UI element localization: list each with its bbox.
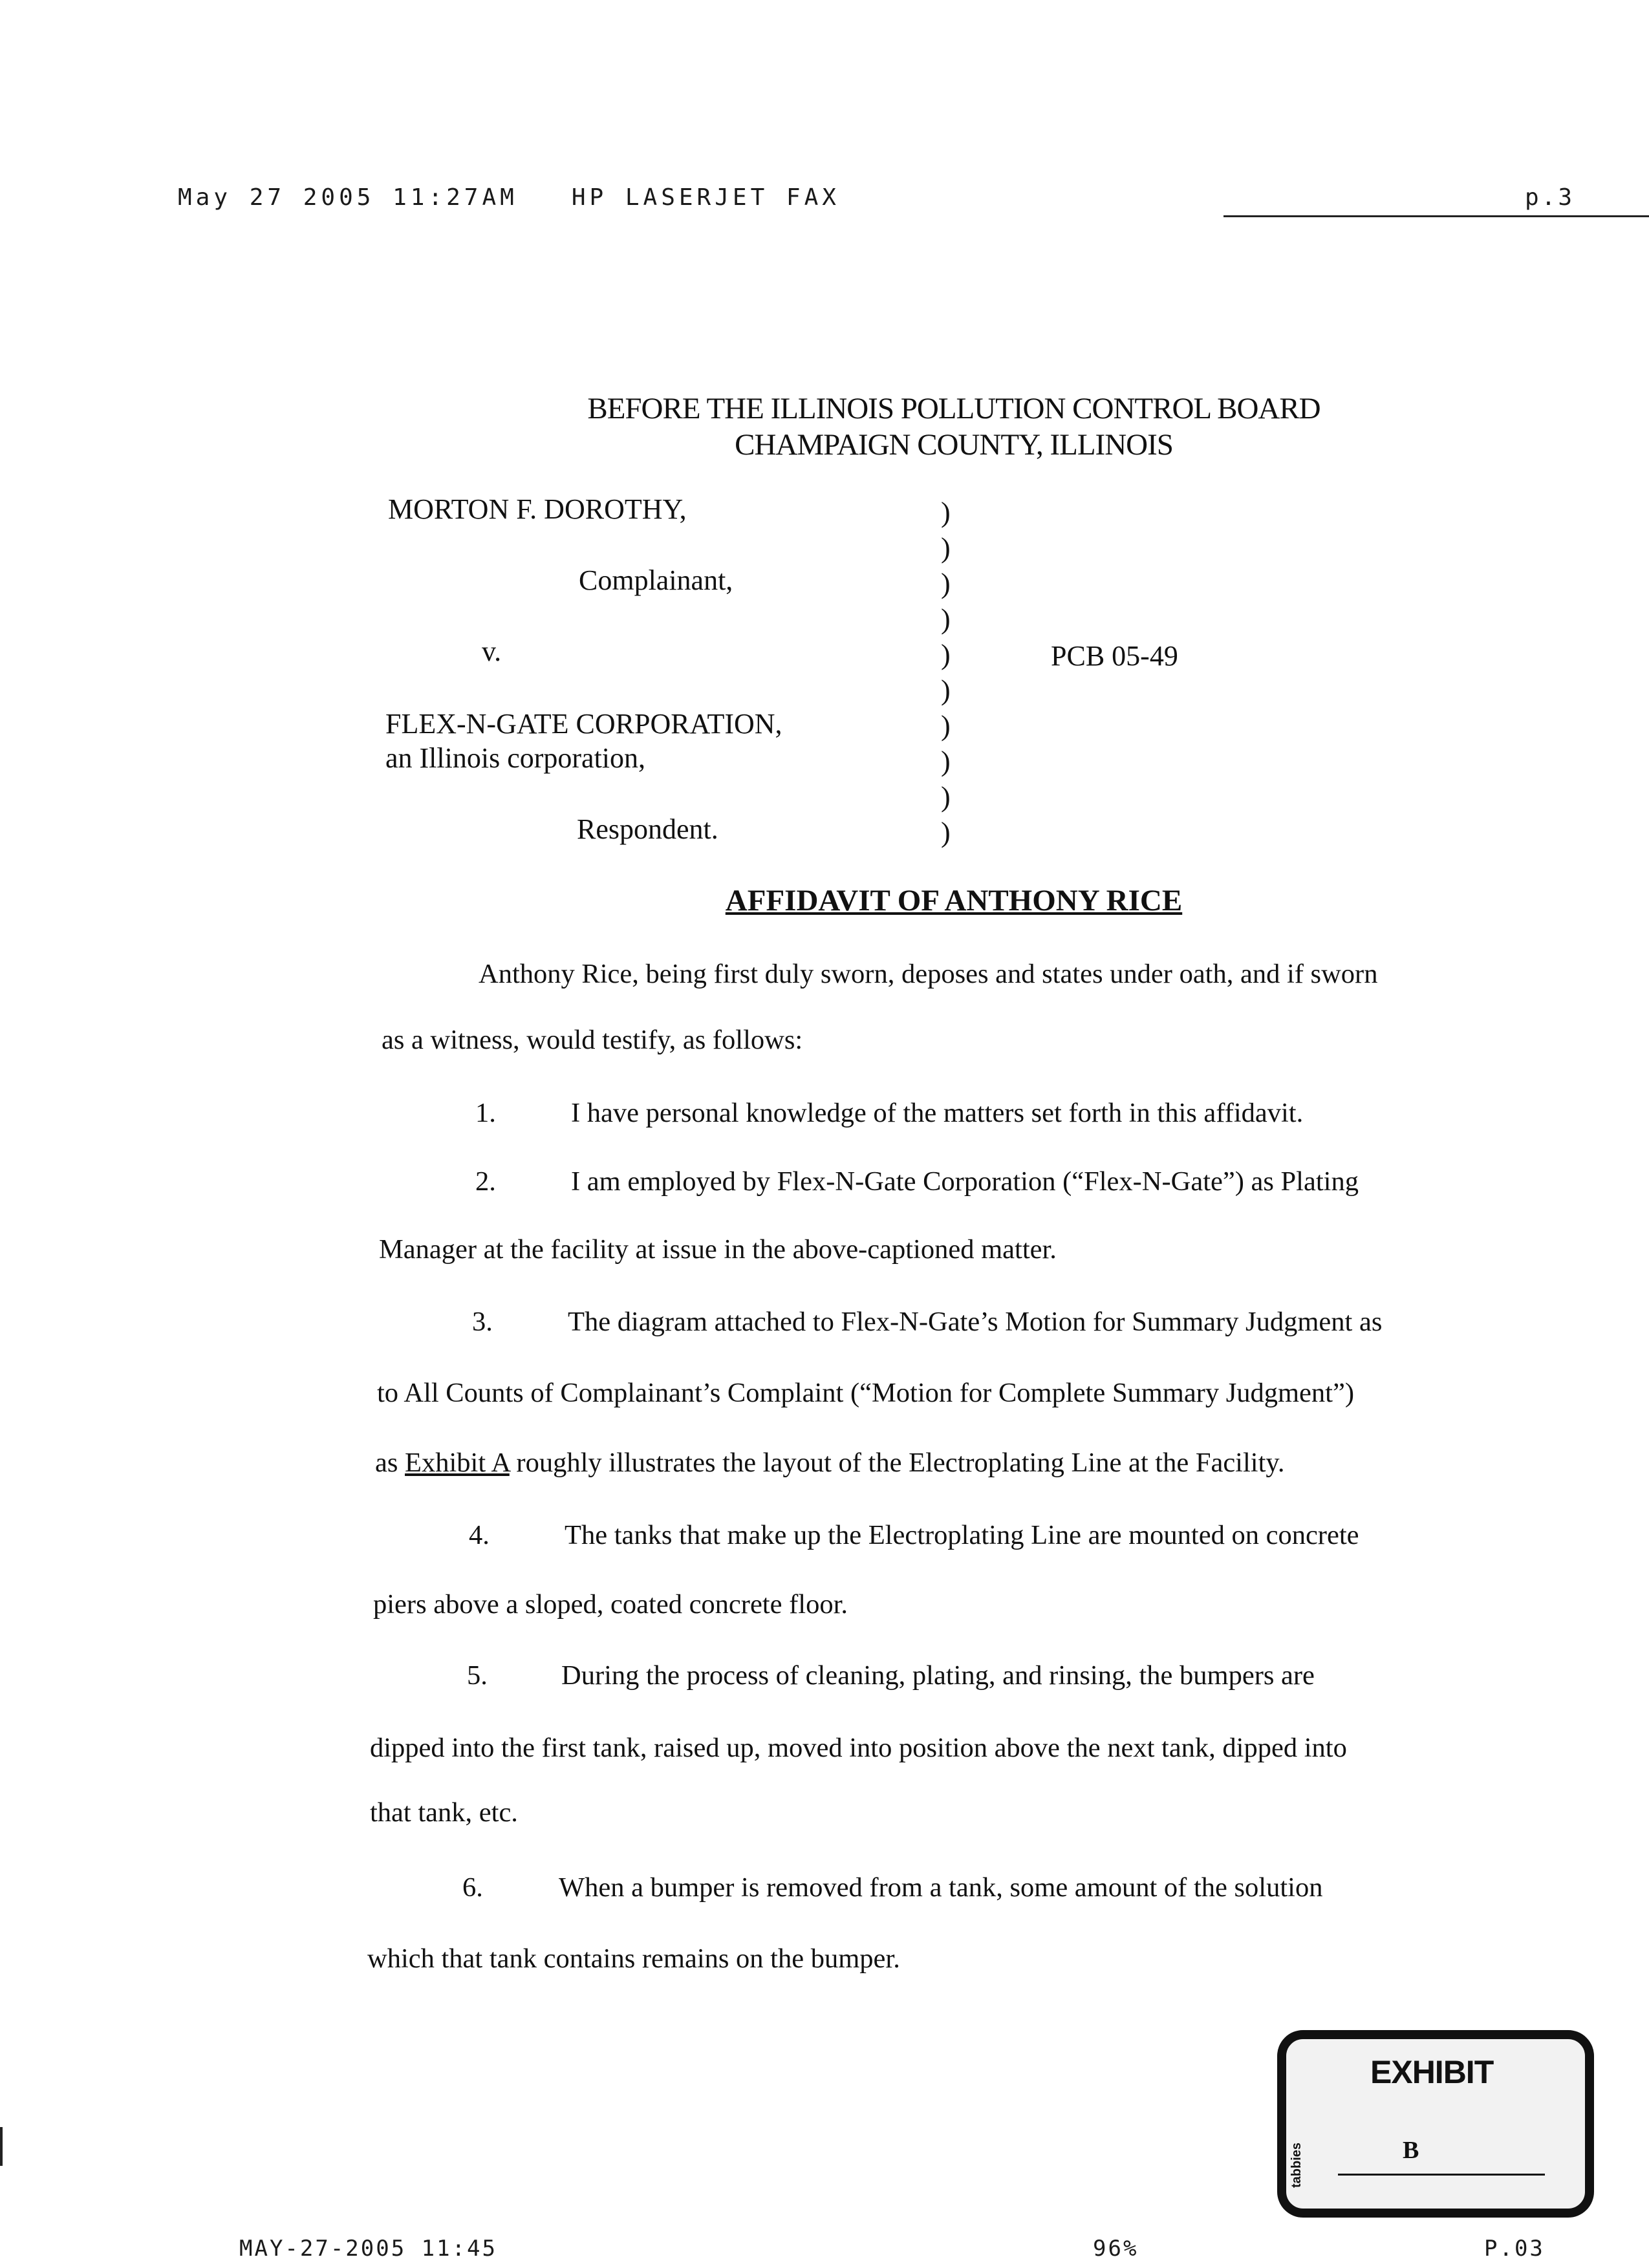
court-name: BEFORE THE ILLINOIS POLLUTION CONTROL BOARD [587,392,1320,425]
court-county: CHAMPAIGN COUNTY, ILLINOIS [735,428,1173,462]
item-1-line-1: I have personal knowledge of the matters set forth in this affidavit. [571,1098,1304,1128]
item-number: 6. [462,1872,483,1903]
footer-percent: 96% [1093,2236,1139,2262]
caption-paren: ) [941,710,951,742]
exhibit-stamp [1277,2030,1594,2218]
caption-paren: ) [941,817,951,848]
caption-paren: ) [941,674,951,706]
stamp-brand: tabbies [1289,2142,1304,2188]
item-3-line-3-rest: roughly illustrates the layout of the Electroplating Line at the Facility. [509,1448,1285,1478]
footer-page: P.03 [1484,2236,1545,2262]
item-2-line-1: I am employed by Flex-N-Gate Corporation (“Flex-N-Gate”) as Plating [571,1166,1359,1197]
item-3-line-1: The diagram attached to Flex-N-Gate’s Motion for Summary Judgment as [568,1307,1383,1337]
exhibit-a-reference: Exhibit A [405,1448,510,1478]
caption-paren: ) [941,745,951,777]
item-3-line-3-prefix: as [375,1448,405,1478]
item-5-line-1: During the process of cleaning, plating, and rinsing, the bumpers are [561,1660,1315,1691]
item-6-line-2: which that tank contains remains on the bumper. [367,1943,900,1974]
scan-edge-mark [0,2127,3,2166]
caption-paren: ) [941,532,951,564]
item-number: 5. [467,1660,488,1691]
footer-datetime: MAY-27-2005 11:45 [239,2236,497,2262]
respondent-name: FLEX-N-GATE CORPORATION, [385,708,782,740]
stamp-exhibit-letter: B [1403,2137,1419,2164]
caption-paren: ) [941,639,951,670]
versus: v. [482,636,502,667]
complainant-name: MORTON F. DOROTHY, [388,493,687,525]
intro-line-1: Anthony Rice, being first duly sworn, deposes and states under oath, and if sworn [479,959,1378,989]
case-number: PCB 05-49 [1051,640,1178,672]
item-5-line-2: dipped into the first tank, raised up, moved into position above the next tank, dipped into [370,1733,1347,1763]
item-number: 4. [469,1520,490,1550]
caption-paren: ) [941,781,951,813]
caption-paren: ) [941,568,951,599]
intro-line-2: as a witness, would testify, as follows: [382,1025,803,1055]
affidavit-title: AFFIDAVIT OF ANTHONY RICE [725,884,1183,917]
caption-paren: ) [941,603,951,635]
header-rule [1223,215,1649,217]
complainant-role: Complainant, [579,564,733,596]
caption-paren: ) [941,497,951,528]
fax-header: May 27 2005 11:27AM HP LASERJET FAX [178,184,840,211]
stamp-exhibit-word: EXHIBIT [1370,2054,1494,2090]
item-number: 3. [472,1307,493,1337]
respondent-description: an Illinois corporation, [385,742,646,774]
caption-parentheses [941,498,967,853]
item-4-line-1: The tanks that make up the Electroplating Line are mounted on concrete [565,1520,1359,1550]
fax-page-number: p.3 [1525,184,1575,211]
stamp-underline [1338,2174,1545,2176]
item-number: 2. [475,1166,496,1197]
item-3-line-3 [375,1447,1285,1479]
item-3-line-2: to All Counts of Complainant’s Complaint (“Motion for Complete Summary Judgment”) [377,1378,1354,1408]
item-2-line-2: Manager at the facility at issue in the above-captioned matter. [379,1234,1057,1265]
item-6-line-1: When a bumper is removed from a tank, some amount of the solution [559,1872,1323,1903]
item-5-line-3: that tank, etc. [370,1797,518,1828]
item-number: 1. [475,1098,496,1128]
respondent-role: Respondent. [577,813,718,845]
item-4-line-2: piers above a sloped, coated concrete floor. [373,1589,848,1620]
